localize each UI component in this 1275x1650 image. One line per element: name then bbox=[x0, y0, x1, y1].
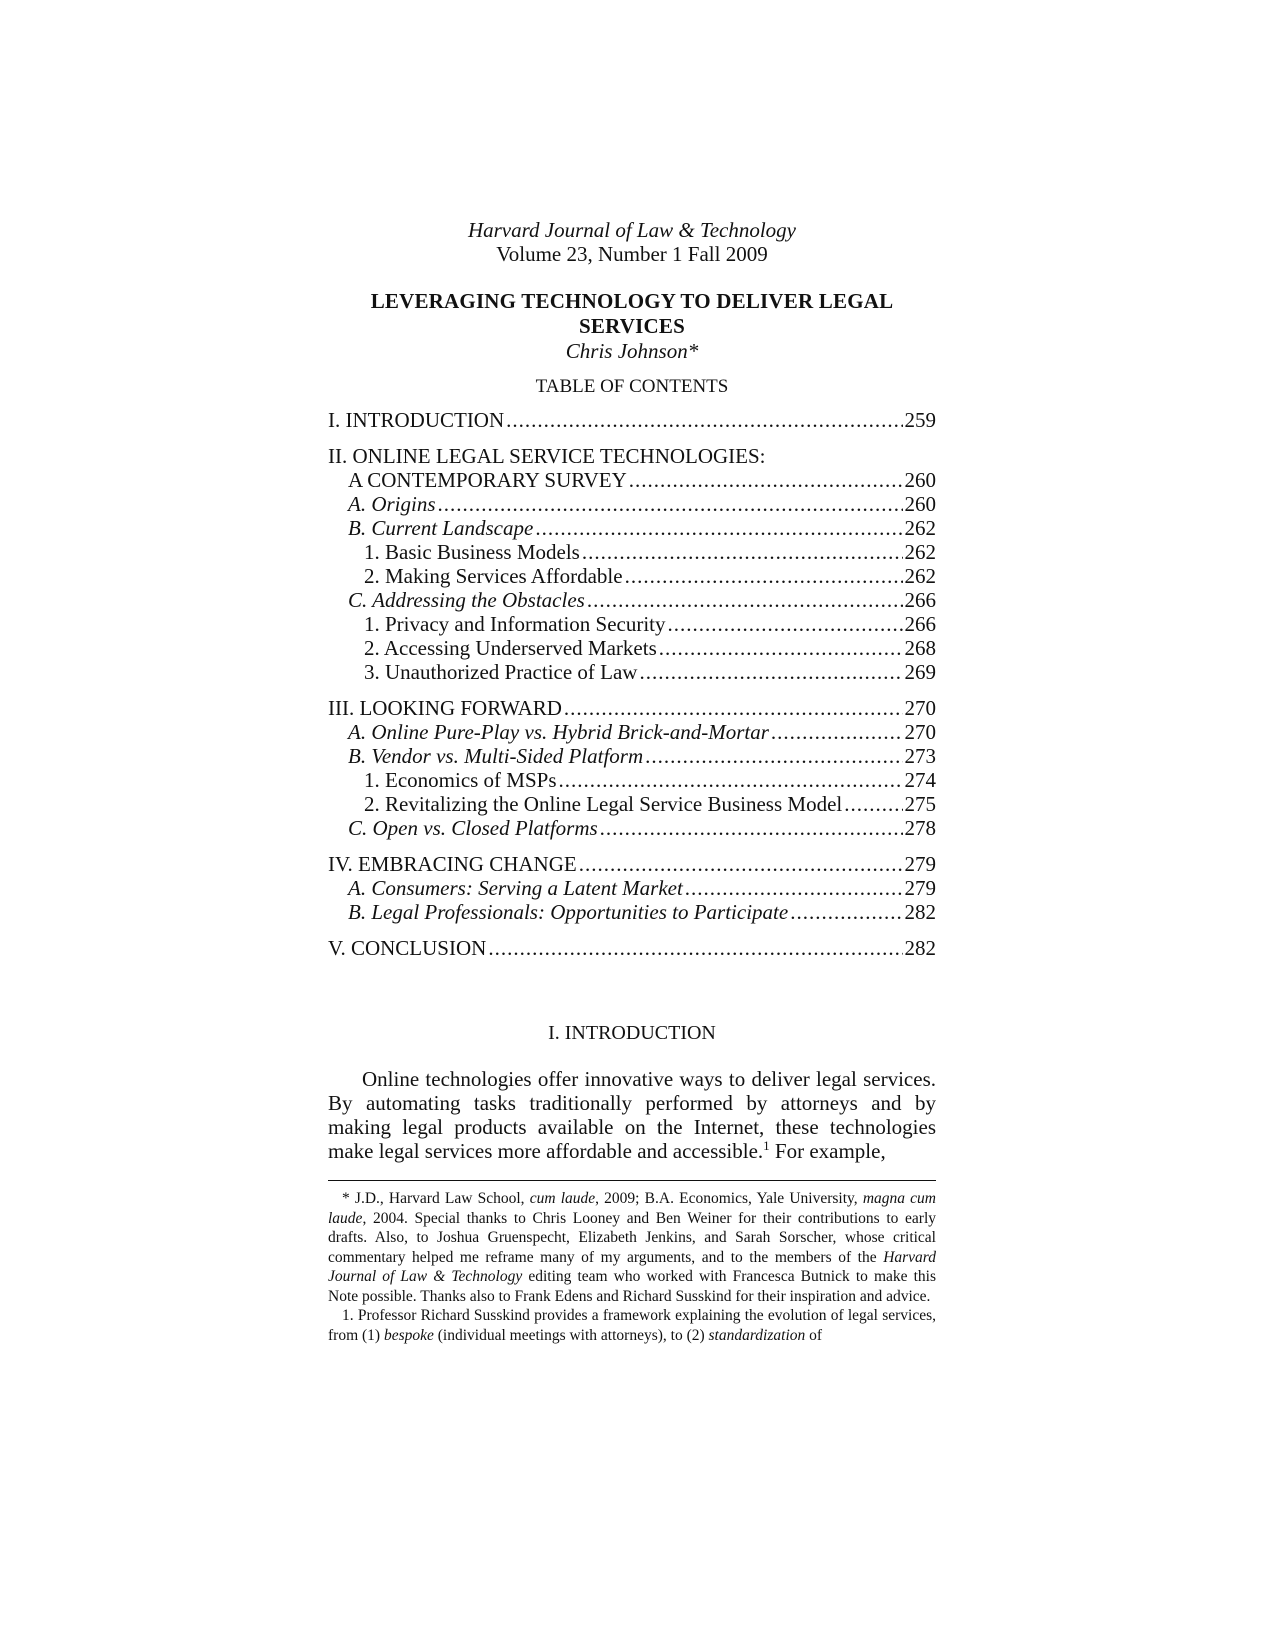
toc-entry bbox=[328, 876, 936, 900]
toc-leader-dots bbox=[771, 720, 903, 744]
footnote-1 bbox=[328, 1306, 936, 1345]
toc-entry-page: 268 bbox=[904, 636, 936, 660]
toc-leader-dots bbox=[668, 612, 903, 636]
footnote-italic: standardization bbox=[708, 1326, 806, 1344]
toc-entry bbox=[328, 768, 936, 792]
toc-entry-label: A. Consumers: Serving a Latent Market bbox=[348, 876, 683, 900]
toc-entry-label: A. Online Pure-Play vs. Hybrid Brick-and-Mortar bbox=[348, 720, 769, 744]
toc-entry-label: I. INTRODUCTION bbox=[328, 408, 505, 432]
toc-leader-dots bbox=[844, 792, 902, 816]
article-title: LEVERAGING TECHNOLOGY TO DELIVER LEGAL SERVICES bbox=[370, 289, 894, 338]
toc-entry-label: A CONTEMPORARY SURVEY bbox=[348, 468, 627, 492]
toc-entry bbox=[328, 444, 936, 468]
toc-entry-label: IV. EMBRACING CHANGE bbox=[328, 852, 577, 876]
toc-heading: TABLE OF CONTENTS bbox=[535, 376, 729, 397]
toc-entry bbox=[328, 540, 936, 564]
toc-entry bbox=[328, 468, 936, 492]
toc-entry-page: 266 bbox=[904, 588, 936, 612]
toc-entry bbox=[328, 852, 936, 876]
toc-entry bbox=[328, 660, 936, 684]
paragraph-tail: For example, bbox=[769, 1139, 886, 1163]
journal-name: Harvard Journal of Law & Technology bbox=[467, 218, 797, 242]
toc-entry-label: 1. Economics of MSPs bbox=[364, 768, 557, 792]
footnote-star bbox=[328, 1189, 936, 1306]
toc-leader-dots bbox=[506, 408, 902, 432]
toc-entry-label: B. Vendor vs. Multi-Sided Platform bbox=[348, 744, 644, 768]
footnote-reference: 1 bbox=[763, 1138, 770, 1153]
toc-leader-dots bbox=[488, 936, 902, 960]
section-heading: I. INTRODUCTION bbox=[548, 1022, 716, 1044]
footnote-text: 1. Professor Richard Susskind provides a framework explaining the evolution of legal services, from (1) bbox=[328, 1307, 936, 1344]
toc-entry-page: 275 bbox=[904, 792, 936, 816]
toc-entry-label: C. Open vs. Closed Platforms bbox=[348, 816, 598, 840]
footnote-italic: Harvard Journal of Law & Technology bbox=[328, 1248, 936, 1285]
toc-entry-label: 3. Unauthorized Practice of Law bbox=[364, 660, 638, 684]
toc-entry-page: 269 bbox=[904, 660, 936, 684]
toc-entry-page: 282 bbox=[904, 900, 936, 924]
footnote-text: (individual meetings with attorneys), to (2) bbox=[433, 1326, 709, 1344]
toc-entry bbox=[328, 936, 936, 960]
toc-entry-page: 273 bbox=[904, 744, 936, 768]
footnote-text: * J.D., Harvard Law School, bbox=[342, 1190, 530, 1207]
toc-leader-dots bbox=[625, 564, 903, 588]
toc-entry bbox=[328, 408, 936, 432]
toc-leader-dots bbox=[579, 852, 903, 876]
body-paragraph bbox=[328, 1067, 936, 1163]
toc-entry-page: 274 bbox=[904, 768, 936, 792]
footnote-italic: magna cum laude bbox=[328, 1190, 936, 1227]
toc-entry-label: B. Legal Professionals: Opportunities to Participate bbox=[348, 900, 789, 924]
toc-entry bbox=[328, 612, 936, 636]
toc-entry bbox=[328, 792, 936, 816]
toc-entry-label: II. ONLINE LEGAL SERVICE TECHNOLOGIES: bbox=[328, 444, 766, 468]
paragraph-text: Online technologies offer innovative ways to deliver legal services. By automating tasks traditionally performed by attorneys and by making legal products available on the Internet, these technologies make legal services more affordable and accessible. bbox=[328, 1067, 936, 1163]
toc-entry-label: 2. Accessing Underserved Markets bbox=[364, 636, 657, 660]
toc-leader-dots bbox=[639, 660, 902, 684]
toc-entry-page: 260 bbox=[904, 468, 936, 492]
toc-leader-dots bbox=[559, 768, 903, 792]
toc-leader-dots bbox=[587, 588, 903, 612]
toc-leader-dots bbox=[645, 744, 902, 768]
toc-entry-label: 2. Revitalizing the Online Legal Service Business Model bbox=[364, 792, 843, 816]
toc-entry bbox=[328, 816, 936, 840]
toc-entry bbox=[328, 564, 936, 588]
toc-entry bbox=[328, 492, 936, 516]
toc-entry-page: 260 bbox=[904, 492, 936, 516]
toc-entry-page: 278 bbox=[904, 816, 936, 840]
toc-leader-dots bbox=[659, 636, 903, 660]
toc-leader-dots bbox=[600, 816, 903, 840]
toc-entry-page: 266 bbox=[904, 612, 936, 636]
toc-entry bbox=[328, 696, 936, 720]
toc-entry bbox=[328, 720, 936, 744]
toc-entry bbox=[328, 516, 936, 540]
toc-entry-page: 270 bbox=[904, 696, 936, 720]
toc-entry-label: 2. Making Services Affordable bbox=[364, 564, 623, 588]
footnote-text: of bbox=[805, 1326, 823, 1344]
toc-entry-page: 279 bbox=[904, 852, 936, 876]
footnote-text: , 2004. Special thanks to Chris Looney and Ben Weiner for their contributions to early drafts. Also, to Joshua Gruenspecht, Elizabeth Jenkins, and Sarah Sorscher, whose critical commentary helped me reframe many of my arguments, and to the members of the bbox=[328, 1209, 936, 1266]
toc-entry bbox=[328, 900, 936, 924]
toc-leader-dots bbox=[535, 516, 902, 540]
toc-entry-page: 262 bbox=[904, 540, 936, 564]
toc-leader-dots bbox=[438, 492, 903, 516]
toc-entry-page: 259 bbox=[904, 408, 936, 432]
toc-leader-dots bbox=[685, 876, 903, 900]
footnote-text: editing team who worked with Francesca Butnick to make this Note possible. Thanks also to Frank Edens and Richard Susskind for their inspiration and advice. bbox=[328, 1268, 936, 1305]
toc-entry-label: C. Addressing the Obstacles bbox=[348, 588, 585, 612]
toc-entry-page: 262 bbox=[904, 516, 936, 540]
toc-entry-page: 262 bbox=[904, 564, 936, 588]
toc-entry-page: 279 bbox=[904, 876, 936, 900]
journal-header bbox=[328, 218, 936, 266]
toc-entry-label: 1. Privacy and Information Security bbox=[364, 612, 666, 636]
footnote-italic: cum laude bbox=[529, 1190, 596, 1207]
toc-leader-dots bbox=[582, 540, 903, 564]
toc-entry-page: 270 bbox=[904, 720, 936, 744]
toc-entry bbox=[328, 588, 936, 612]
footnote-italic: bespoke bbox=[383, 1326, 434, 1344]
toc-entry-label: 1. Basic Business Models bbox=[364, 540, 580, 564]
toc-entry-label: A. Origins bbox=[348, 492, 436, 516]
toc-leader-dots bbox=[564, 696, 903, 720]
toc-leader-dots bbox=[629, 468, 903, 492]
table-of-contents bbox=[328, 408, 936, 960]
footnote-divider bbox=[328, 1180, 936, 1181]
toc-entry bbox=[328, 744, 936, 768]
toc-leader-dots bbox=[790, 900, 902, 924]
footnotes bbox=[328, 1189, 936, 1345]
footnote-text: , 2009; B.A. Economics, Yale University, bbox=[595, 1190, 863, 1207]
volume-line: Volume 23, Number 1 Fall 2009 bbox=[496, 242, 768, 266]
toc-entry-label: V. CONCLUSION bbox=[328, 936, 487, 960]
article-author: Chris Johnson* bbox=[565, 339, 699, 363]
toc-entry-page: 282 bbox=[904, 936, 936, 960]
toc-entry bbox=[328, 636, 936, 660]
toc-entry-label: III. LOOKING FORWARD bbox=[328, 696, 562, 720]
toc-entry-label: B. Current Landscape bbox=[348, 516, 534, 540]
